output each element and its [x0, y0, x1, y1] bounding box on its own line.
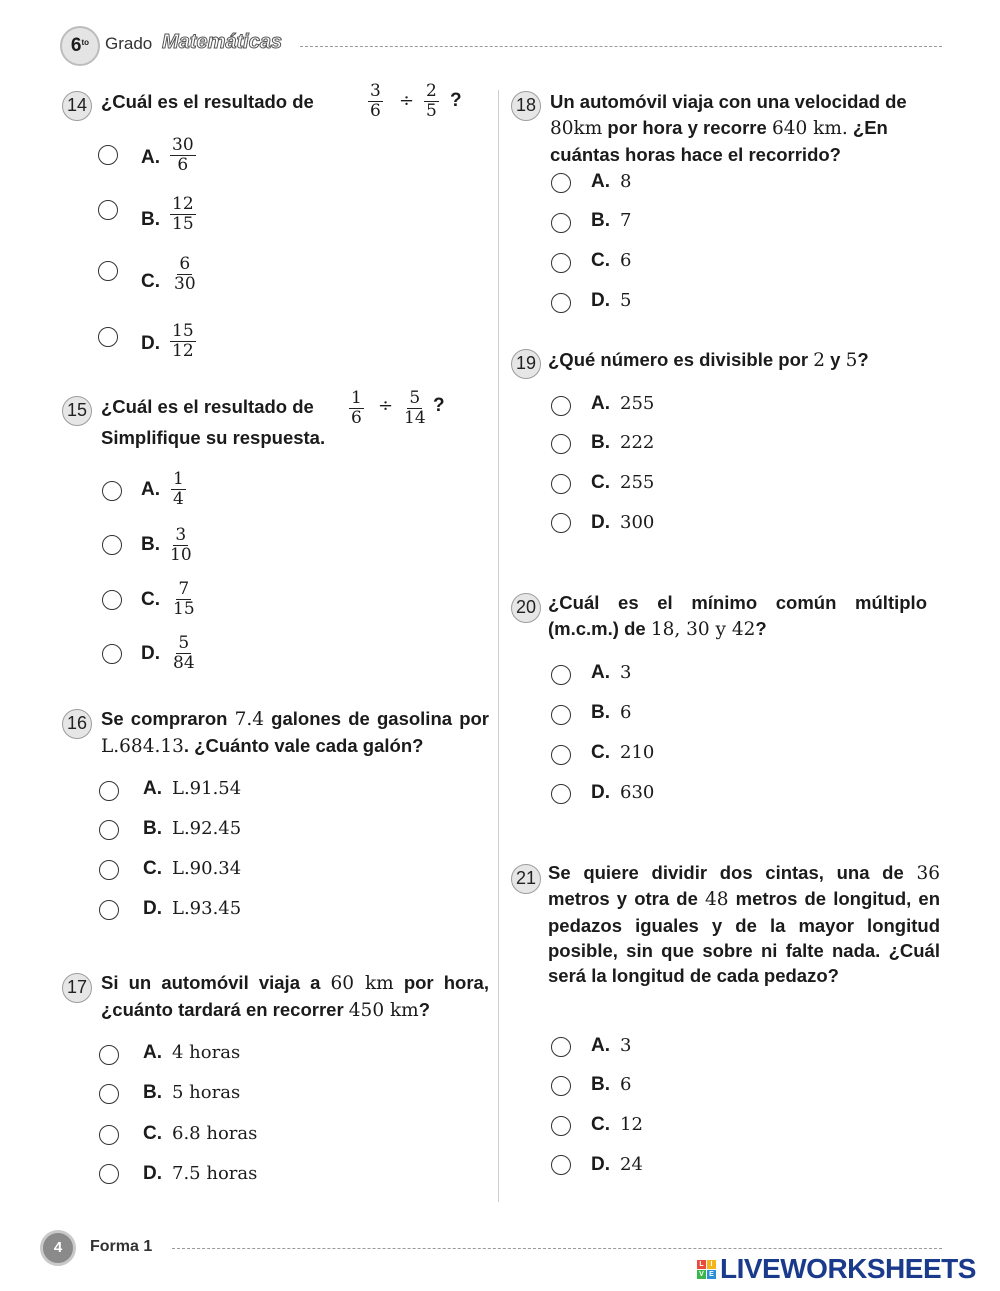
option-20-d-letter: D. [591, 782, 610, 803]
option-16-b-letter: B. [143, 818, 162, 839]
option-19-a-value: 255 [620, 393, 655, 414]
question-number-20: 20 [511, 593, 541, 623]
question-14-fraction-2: $\frac{2}{5}$ [426, 81, 437, 121]
option-14-a-value: $\frac{30}{6}$ [172, 135, 194, 175]
option-20-a-radio[interactable] [551, 665, 571, 685]
option-16-a-value: L.91.54 [172, 778, 242, 799]
question-15-fraction-2: $\frac{5}{14}$ [404, 388, 426, 428]
option-17-d-letter: D. [143, 1163, 162, 1184]
header-divider [300, 46, 942, 47]
option-14-d-radio[interactable] [98, 327, 118, 347]
question-20-text: ¿Cuál es el mínimo común múltiplo (m.c.m.) de 18, 30 y 42? [548, 592, 927, 640]
option-16-a-letter: A. [143, 778, 162, 799]
option-14-b-radio[interactable] [98, 200, 118, 220]
option-19-b-value: 222 [620, 432, 655, 453]
option-17-c-radio[interactable] [99, 1125, 119, 1145]
option-20-b-radio[interactable] [551, 705, 571, 725]
option-15-d-value: $\frac{5}{84}$ [173, 633, 195, 673]
option-21-c-letter: C. [591, 1114, 610, 1135]
option-16-d-letter: D. [143, 898, 162, 919]
option-21-b-radio[interactable] [551, 1076, 571, 1096]
column-divider [498, 90, 499, 1202]
option-15-b-value: $\frac{3}{10}$ [170, 525, 192, 565]
question-15-instruction: Simplifique su respuesta. [101, 427, 326, 448]
logo-tile: L [697, 1260, 706, 1269]
option-17-a-value: 4 horas [172, 1042, 241, 1063]
option-15-a-radio[interactable] [102, 481, 122, 501]
option-17-c-letter: C. [143, 1123, 162, 1144]
option-20-b-letter: B. [591, 702, 610, 723]
logo-tile: V [697, 1270, 706, 1279]
question-number-15: 15 [62, 396, 92, 426]
division-sign: ÷ [399, 90, 415, 111]
option-15-b-radio[interactable] [102, 535, 122, 555]
grade-label: Grado [105, 34, 153, 53]
option-19-b-letter: B. [591, 432, 610, 453]
option-19-d-letter: D. [591, 512, 610, 533]
option-20-c-radio[interactable] [551, 745, 571, 765]
option-18-b-radio[interactable] [551, 213, 571, 233]
page-number-badge: 4 [40, 1230, 76, 1266]
option-21-d-radio[interactable] [551, 1155, 571, 1175]
logo-tiles-icon [697, 1260, 716, 1279]
option-18-a-value: 8 [620, 171, 632, 192]
division-sign: ÷ [378, 395, 394, 416]
question-number-21: 21 [511, 864, 541, 894]
question-15-prompt: ¿Cuál es el resultado de [101, 396, 314, 417]
option-19-a-letter: A. [591, 393, 610, 414]
option-21-c-value: 12 [620, 1114, 643, 1135]
option-18-b-letter: B. [591, 210, 610, 231]
option-18-a-radio[interactable] [551, 173, 571, 193]
option-21-d-letter: D. [591, 1154, 610, 1175]
option-18-d-radio[interactable] [551, 293, 571, 313]
question-19-text: ¿Qué número es divisible por 2 y 5? [548, 349, 869, 371]
option-16-b-radio[interactable] [99, 820, 119, 840]
option-16-c-radio[interactable] [99, 860, 119, 880]
question-16-text: Se compraron 7.4 galones de gasolina por L.684.13. ¿Cuánto vale cada galón? [101, 708, 489, 757]
option-15-d-radio[interactable] [102, 644, 122, 664]
option-15-d-letter: D. [141, 643, 160, 664]
question-14-prompt: ¿Cuál es el resultado de [101, 91, 314, 112]
option-21-a-value: 3 [620, 1035, 632, 1056]
option-17-a-radio[interactable] [99, 1045, 119, 1065]
option-21-a-letter: A. [591, 1035, 610, 1056]
option-18-d-value: 5 [620, 290, 632, 311]
option-19-c-letter: C. [591, 472, 610, 493]
logo-text: LIVEWORKSHEETS [720, 1253, 976, 1284]
option-20-d-value: 630 [620, 782, 655, 803]
option-16-a-radio[interactable] [99, 781, 119, 801]
option-18-c-radio[interactable] [551, 253, 571, 273]
option-17-c-value: 6.8 horas [172, 1123, 258, 1144]
option-14-a-radio[interactable] [98, 145, 118, 165]
option-17-b-value: 5 horas [172, 1082, 241, 1103]
question-21-text: Se quiere dividir dos cintas, una de 36 metros y otra de 48 metros de longitud, en pedazos iguales y de la mayor longitud posible, sin que sobre ni falte nada. ¿Cuál será la longitud de cada pedazo? [548, 862, 941, 987]
option-20-c-letter: C. [591, 742, 610, 763]
question-14-fraction-1: $\frac{3}{6}$ [370, 81, 381, 121]
option-20-a-value: 3 [620, 662, 632, 683]
option-15-c-radio[interactable] [102, 590, 122, 610]
option-16-d-radio[interactable] [99, 900, 119, 920]
option-21-d-value: 24 [620, 1154, 643, 1175]
option-20-b-value: 6 [620, 702, 632, 723]
question-number-18: 18 [511, 91, 541, 121]
option-17-b-radio[interactable] [99, 1084, 119, 1104]
option-21-b-value: 6 [620, 1074, 632, 1095]
option-14-d-value: $\frac{15}{12}$ [172, 321, 194, 361]
option-17-d-radio[interactable] [99, 1164, 119, 1184]
subject-title: Matemáticas [162, 31, 283, 53]
question-mark: ? [433, 395, 445, 416]
option-17-a-letter: A. [143, 1042, 162, 1063]
option-14-d-letter: D. [141, 333, 160, 354]
option-19-a-radio[interactable] [551, 396, 571, 416]
option-16-d-value: L.93.45 [172, 898, 242, 919]
question-number-14: 14 [62, 91, 92, 121]
option-16-c-letter: C. [143, 858, 162, 879]
option-19-d-value: 300 [620, 512, 655, 533]
option-19-c-radio[interactable] [551, 474, 571, 494]
question-number-19: 19 [511, 349, 541, 379]
option-14-c-letter: C. [141, 271, 160, 292]
option-18-c-letter: C. [591, 250, 610, 271]
option-21-c-radio[interactable] [551, 1116, 571, 1136]
option-18-b-value: 7 [620, 210, 632, 231]
option-15-c-value: $\frac{7}{15}$ [173, 579, 195, 619]
option-19-c-value: 255 [620, 472, 655, 493]
logo-tile: E [707, 1270, 716, 1279]
liveworksheets-logo[interactable] [697, 1253, 976, 1285]
question-mark: ? [450, 90, 462, 111]
footer-divider [172, 1248, 942, 1249]
option-14-b-value: $\frac{12}{15}$ [172, 194, 194, 234]
question-number-17: 17 [62, 973, 92, 1003]
option-18-c-value: 6 [620, 250, 632, 271]
option-18-a-letter: A. [591, 171, 610, 192]
question-number-16: 16 [62, 709, 92, 739]
option-17-d-value: 7.5 horas [172, 1163, 258, 1184]
option-19-b-radio[interactable] [551, 434, 571, 454]
option-21-b-letter: B. [591, 1074, 610, 1095]
option-14-a-letter: A. [141, 147, 160, 168]
grade-badge: $6^{to}$ [60, 26, 100, 66]
option-16-b-value: L.92.45 [172, 818, 242, 839]
option-20-c-value: 210 [620, 742, 655, 763]
logo-tile: I [707, 1260, 716, 1269]
option-19-d-radio[interactable] [551, 513, 571, 533]
option-14-b-letter: B. [141, 209, 160, 230]
option-20-d-radio[interactable] [551, 784, 571, 804]
option-16-c-value: L.90.34 [172, 858, 242, 879]
form-label: Forma 1 [90, 1238, 153, 1255]
option-18-d-letter: D. [591, 290, 610, 311]
option-15-a-letter: A. [141, 479, 160, 500]
question-18-text: Un automóvil viaja con una velocidad de 80km por hora y recorre 640 km. ¿En cuántas horas hace el recorrido? [550, 91, 907, 165]
question-15-fraction-1: $\frac{1}{6}$ [351, 388, 362, 428]
option-14-c-value: $\frac{6}{30}$ [174, 254, 196, 294]
option-14-c-radio[interactable] [98, 261, 118, 281]
question-17-text: Si un automóvil viaja a 60 km por hora, ¿cuánto tardará en recorrer 450 km? [101, 972, 489, 1021]
option-17-b-letter: B. [143, 1082, 162, 1103]
option-15-b-letter: B. [141, 534, 160, 555]
option-21-a-radio[interactable] [551, 1037, 571, 1057]
option-20-a-letter: A. [591, 662, 610, 683]
option-15-c-letter: C. [141, 589, 160, 610]
option-15-a-value: $\frac{1}{4}$ [173, 469, 184, 509]
